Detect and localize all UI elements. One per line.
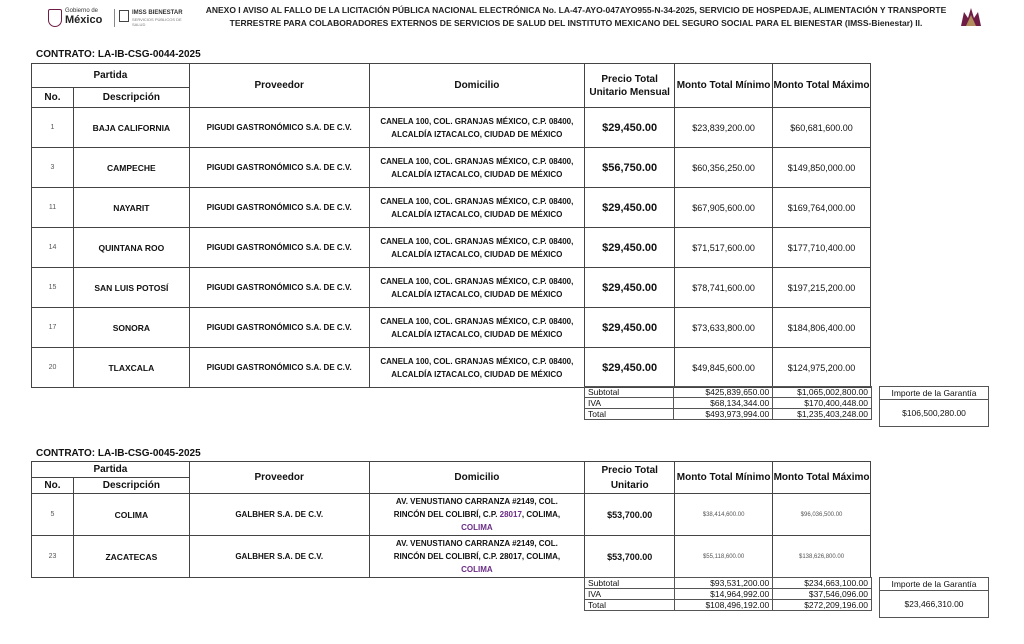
garantia-label: Importe de la Garantía [880,387,989,400]
contract-2-label: CONTRATO: LA-IB-CSG-0045-2025 [36,448,201,459]
document-title: ANEXO I AVISO AL FALLO DE LA LICITACIÓN PÚBLICA NACIONAL ELECTRÓNICA No. LA-47-AYO-047AYO955-N-34-2025, SERVICIO DE HOSPEDAJE, ALIMENTACIÓN Y TRANSPORTE TERRESTRE PARA COLABORADORES EXTERNOS DE SERVICIOS DE SALUD DEL INSTITUTO MEXICANO DEL SEGURO SOCIAL PARA EL BIENESTAR (IMSS-Bienestar) II. [205,5,947,28]
table-row: 5 COLIMA GALBHER S.A. DE C.V. AV. VENUSTIANO CARRANZA #2149, COL. RINCÓN DEL COLIBRÍ, C.P. 28017, COLIMA, COLIMA $53,700.00 $38,414,600.00 $96,036,500.00 [32,494,871,536]
table-row: 14 QUINTANA ROO PIGUDI GASTRONÓMICO S.A. DE C.V. CANELA 100, COL. GRANJAS MÉXICO, C.P. 08400, ALCALDÍA IZTACALCO, CIUDAD DE MÉXICO $29,450.00 $71,517,600.00 $177,710,400.00 [32,228,871,268]
monto-max-header: Monto Total Máximo [773,64,871,108]
precio-header: Precio Total Unitario Mensual [585,64,675,108]
domicilio-header: Domicilio [369,64,585,108]
garantia-value: $23,466,310.00 [880,591,989,618]
contract-1-summary: Subtotal $425,839,650.00 $1,065,002,800.00 IVA $68,134,344.00 $170,400,448.00 Total $493,973,994.00 $1,235,403,248.00 [584,386,872,420]
garantia-value: $106,500,280.00 [880,400,989,427]
partida-header: Partida [32,462,190,478]
garantia-label: Importe de la Garantía [880,578,989,591]
contract-1-garantia [879,386,989,427]
table-row: 23 ZACATECAS GALBHER S.A. DE C.V. AV. VENUSTIANO CARRANZA #2149, COL. RINCÓN DEL COLIBRÍ, C.P. 28017, COLIMA, COLIMA $53,700.00 $55,118,600.00 $138,626,800.00 [32,536,871,578]
table-row: 20 TLAXCALA PIGUDI GASTRONÓMICO S.A. DE C.V. CANELA 100, COL. GRANJAS MÉXICO, C.P. 08400, ALCALDÍA IZTACALCO, CIUDAD DE MÉXICO $29,450.00 $49,845,600.00 $124,975,200.00 [32,348,871,388]
monto-min-header: Monto Total Mínimo [675,64,773,108]
contract-2-table [31,461,871,578]
table-row: 3 CAMPECHE PIGUDI GASTRONÓMICO S.A. DE C.V. CANELA 100, COL. GRANJAS MÉXICO, C.P. 08400, ALCALDÍA IZTACALCO, CIUDAD DE MÉXICO $56,750.00 $60,356,250.00 $149,850,000.00 [32,148,871,188]
table-row: 17 SONORA PIGUDI GASTRONÓMICO S.A. DE C.V. CANELA 100, COL. GRANJAS MÉXICO, C.P. 08400, ALCALDÍA IZTACALCO, CIUDAD DE MÉXICO $29,450.00 $73,633,800.00 $184,806,400.00 [32,308,871,348]
logo-divider [114,9,115,27]
descripcion-header: Descripción [73,478,189,494]
proveedor-header: Proveedor [189,462,369,494]
monto-max-header: Monto Total Máximo [773,462,871,494]
partida-header: Partida [32,64,190,88]
contract-1-label: CONTRATO: LA-IB-CSG-0044-2025 [36,49,201,60]
emblem-icon [958,6,984,28]
monto-min-header: Monto Total Mínimo [675,462,773,494]
descripcion-header: Descripción [73,88,189,108]
contract-1-table [31,63,871,388]
contract-2-summary: Subtotal $93,531,200.00 $234,663,100.00 IVA $14,964,992.00 $37,546,096.00 Total $108,496,192.00 $272,209,196.00 [584,577,872,611]
no-header: No. [32,478,74,494]
table-row: 11 NAYARIT PIGUDI GASTRONÓMICO S.A. DE C.V. CANELA 100, COL. GRANJAS MÉXICO, C.P. 08400, ALCALDÍA IZTACALCO, CIUDAD DE MÉXICO $29,450.00 $67,905,600.00 $169,764,000.00 [32,188,871,228]
proveedor-header: Proveedor [189,64,369,108]
contract-2-garantia [879,577,989,618]
imss-icon [119,10,129,22]
gobierno-mexico-logo: Gobierno de México [48,8,112,30]
imss-bienestar-logo: IMSS BIENESTAR SERVICIOS PÚBLICOS DE SALUD [119,9,191,27]
shield-icon [48,9,62,27]
table-row: 1 BAJA CALIFORNIA PIGUDI GASTRONÓMICO S.A. DE C.V. CANELA 100, COL. GRANJAS MÉXICO, C.P. 08400, ALCALDÍA IZTACALCO, CIUDAD DE MÉXICO $29,450.00 $23,839,200.00 $60,681,600.00 [32,108,871,148]
domicilio-header: Domicilio [369,462,585,494]
no-header: No. [32,88,74,108]
table-row: 15 SAN LUIS POTOSÍ PIGUDI GASTRONÓMICO S.A. DE C.V. CANELA 100, COL. GRANJAS MÉXICO, C.P. 08400, ALCALDÍA IZTACALCO, CIUDAD DE MÉXICO $29,450.00 $78,741,600.00 $197,215,200.00 [32,268,871,308]
document-header [0,0,1024,46]
precio-header: Precio Total Unitario [585,462,675,494]
